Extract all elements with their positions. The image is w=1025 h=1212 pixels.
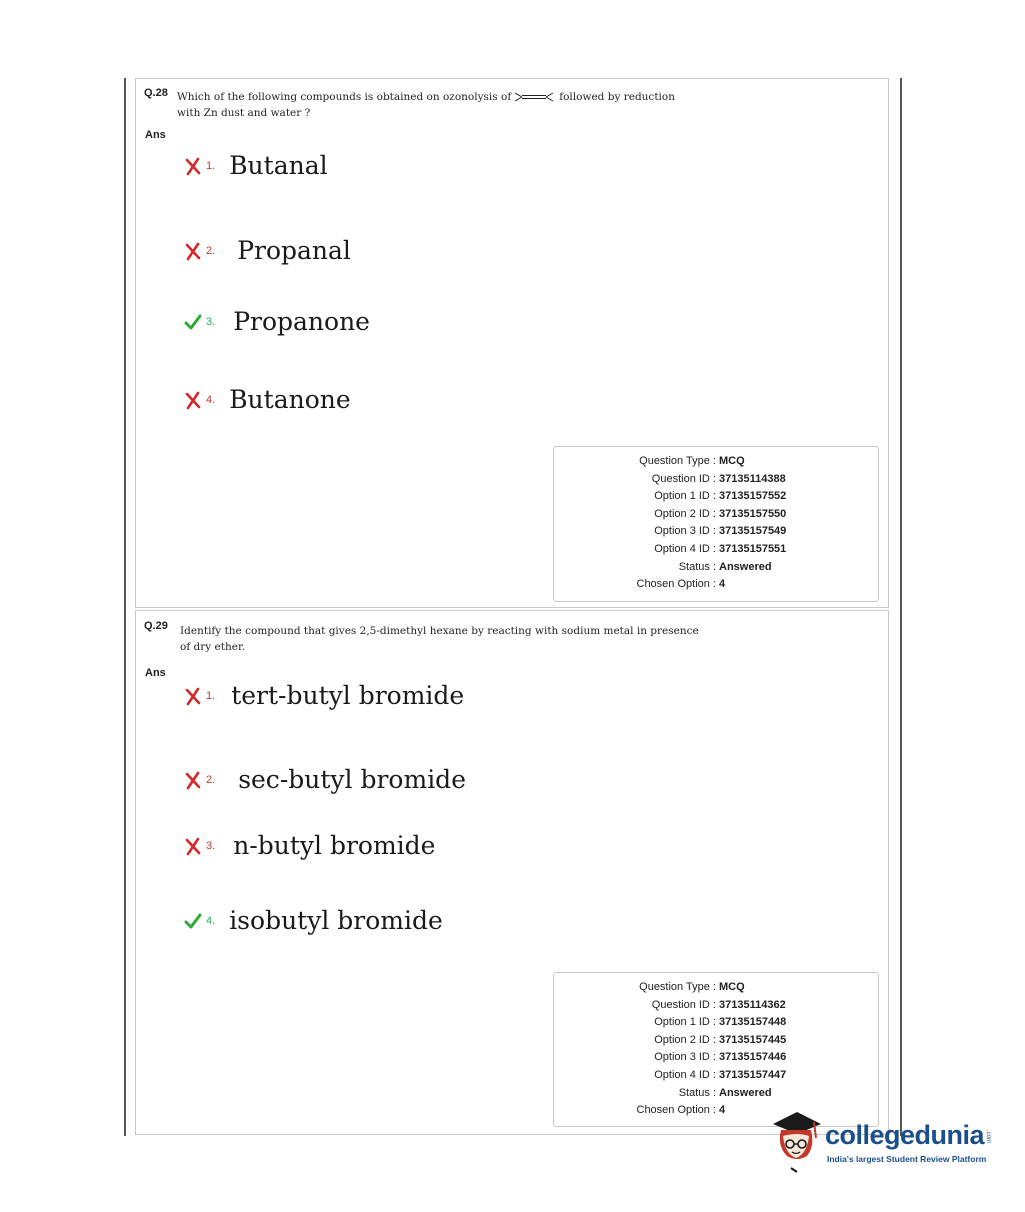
- mascot-icon: [767, 1106, 825, 1176]
- check-icon: [184, 312, 202, 332]
- ans-label: Ans: [145, 129, 166, 141]
- question-meta-panel: Question Type : MCQ Question ID : 37135114388 Option 1 ID : 37135157552 Option 2 ID : 37135157550 Option 3 ID : 37135157549 Option 4 ID : 37135157551 Status : Answered Chosen Option : 4: [553, 446, 879, 602]
- question-text: Identify the compound that gives 2,5-dimethyl hexane by reacting with sodium metal in presence of dry ether.: [180, 625, 699, 653]
- check-icon: [184, 911, 202, 931]
- ans-label: Ans: [145, 667, 166, 679]
- option-text: Propanal: [237, 236, 351, 265]
- option-text: Propanone: [233, 307, 370, 336]
- option-text: sec-butyl bromide: [238, 765, 466, 794]
- option-text: isobutyl bromide: [229, 906, 443, 935]
- option-1: 1. tert-butyl bromide: [184, 681, 464, 710]
- option-3: 3. Propanone: [184, 307, 370, 336]
- option-text: tert-butyl bromide: [231, 681, 465, 710]
- question-text: Which of the following compounds is obtained on ozonolysis of followed by reduction with Zn dust and water ?: [177, 91, 675, 119]
- question-block: [135, 610, 889, 1135]
- option-3: 3. n-butyl bromide: [184, 831, 435, 860]
- cross-icon: [184, 770, 202, 790]
- question-meta-panel: Question Type : MCQ Question ID : 37135114362 Option 1 ID : 37135157448 Option 2 ID : 37135157445 Option 3 ID : 37135157446 Option 4 ID : 37135157447 Status : Answered Chosen Option : 4: [553, 972, 879, 1127]
- option-text: Butanone: [229, 385, 351, 414]
- brand-name: collegedunia: [825, 1120, 985, 1150]
- question-block: [135, 78, 889, 608]
- cross-icon: [184, 686, 202, 706]
- brand-suffix: .com: [985, 1130, 991, 1144]
- option-text: n-butyl bromide: [233, 831, 436, 860]
- brand-tagline: India's largest Student Review Platform: [827, 1154, 987, 1164]
- question-number: Q.28: [144, 87, 168, 99]
- right-frame-line: [900, 78, 902, 1136]
- option-2: 2. Propanal: [184, 236, 351, 265]
- left-frame-line: [124, 78, 126, 1136]
- cross-icon: [184, 241, 202, 261]
- option-text: Butanal: [229, 151, 328, 180]
- cross-icon: [184, 836, 202, 856]
- question-number: Q.29: [144, 620, 168, 632]
- cross-icon: [184, 156, 202, 176]
- cross-icon: [184, 390, 202, 410]
- collegedunia-logo: [767, 1106, 992, 1176]
- alkene-structure-icon: [515, 91, 555, 103]
- option-4: 4. Butanone: [184, 385, 351, 414]
- option-2: 2. sec-butyl bromide: [184, 765, 466, 794]
- option-4: 4. isobutyl bromide: [184, 906, 443, 935]
- option-1: 1. Butanal: [184, 151, 328, 180]
